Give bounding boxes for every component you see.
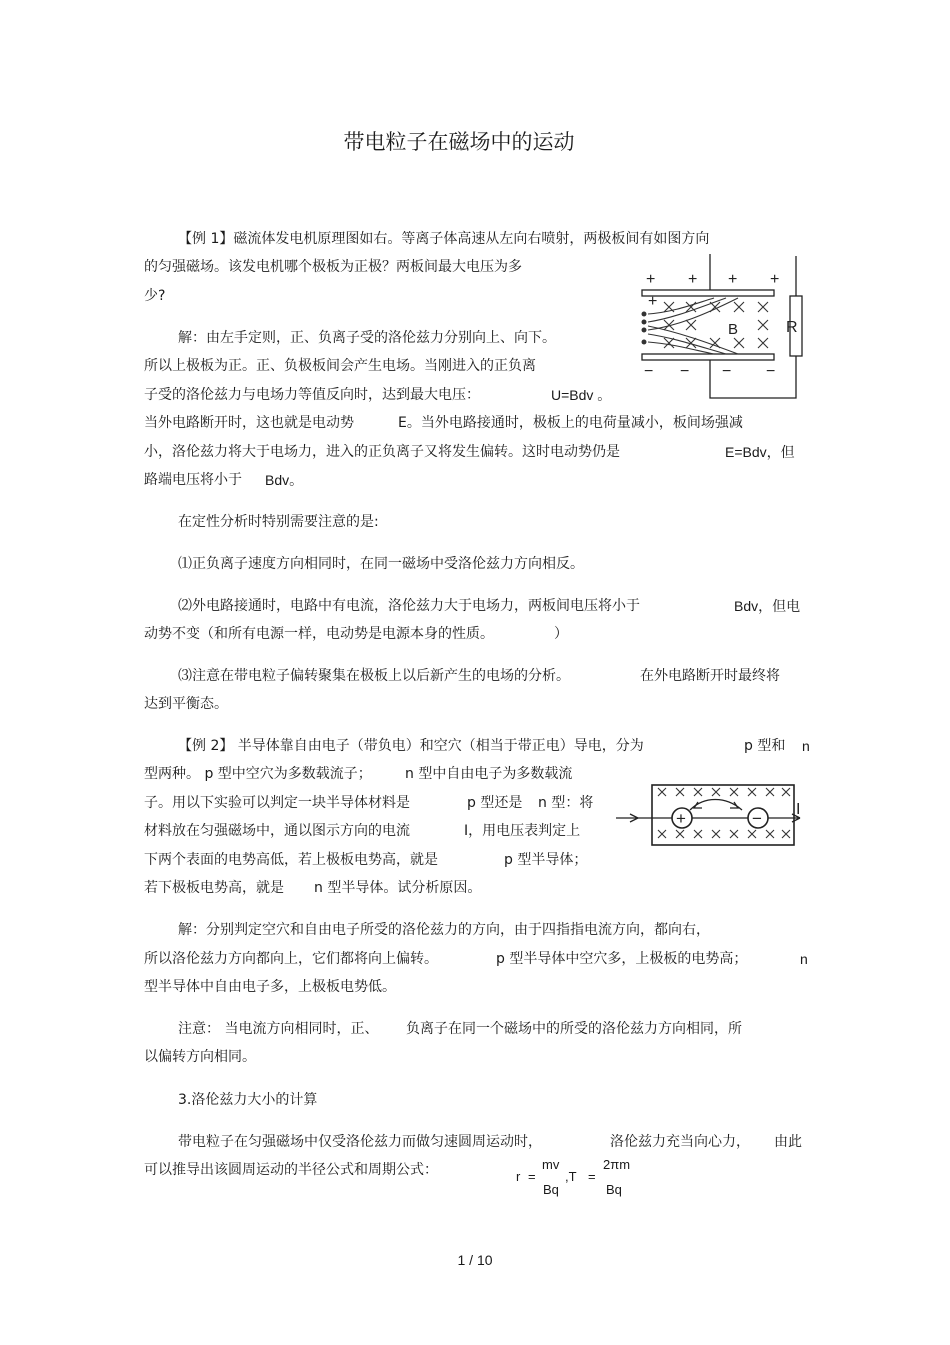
formula-denominator-bq: Bq	[606, 1182, 622, 1197]
ex2-question-line: n 型半导体。试分析原因。	[314, 880, 482, 896]
ex1-solution-line: 解：由左手定则，正、负离子受的洛伦兹力分别向上、向下。	[178, 330, 556, 346]
ex2-question-line: 下两个表面的电势高低，若上极板电势高，就是	[144, 852, 438, 868]
ex1-note-item: ⑶注意在带电粒子偏转聚集在极板上以后新产生的电场的分析。	[178, 668, 570, 684]
ex1-note-item: ）	[554, 626, 568, 642]
ex2-question-line: n 型中自由电子为多数载流	[405, 766, 573, 782]
ex1-question-line: 少?	[144, 288, 166, 304]
plus-sign: +	[646, 271, 656, 288]
ex1-solution-line: 小，洛伦兹力将大于电场力，进入的正负离子又将发生偏转。这时电动势仍是	[144, 444, 620, 460]
ex2-solution-line: 所以洛伦兹力方向都向上，它们都将向上偏转。	[144, 951, 438, 967]
formula-r: r	[516, 1169, 521, 1184]
ex1-note-item: ⑵外电路接通时，电路中有电流，洛伦兹力大于电场力，两板间电压将小于	[178, 598, 640, 614]
ex2-note-line: 注意： 当电流方向相同时，正、	[178, 1021, 379, 1037]
ex1-solution-line: E。当外电路接通时，极板上的电荷量减小，板间场强减	[398, 415, 743, 431]
ex2-question-line: 型两种。 p 型中空穴为多数载流子；	[144, 766, 372, 782]
formula-numerator-2pim: 2πm	[603, 1157, 631, 1172]
plus-sign: +	[648, 293, 658, 310]
page-number: 1 / 10	[457, 1252, 493, 1268]
plus-sign: +	[770, 271, 780, 288]
formula-equals: =	[588, 1169, 596, 1184]
ex2-question-line: p 型半导体；	[504, 852, 588, 868]
electron-sign: −	[752, 809, 762, 828]
ex1-solution-line: 子受的洛伦兹力与电场力等值反向时，达到最大电压：	[144, 387, 480, 403]
formula-denominator-bq: Bq	[543, 1182, 559, 1197]
ex2-question-line: 【例 2】 半导体靠自由电子（带负电）和空穴（相当于带正电）导电，分为	[178, 738, 644, 754]
lower-plate	[642, 354, 774, 360]
ex2-question-line: p 型和	[744, 738, 786, 754]
ex1-formula-u: U=Bdv 。	[551, 387, 612, 403]
page-title: 带电粒子在磁场中的运动	[343, 130, 575, 154]
sec3-line: 洛伦兹力充当向心力，	[610, 1134, 750, 1150]
formula-t: ,T	[565, 1169, 577, 1184]
sec3-line: 带电粒子在匀强磁场中仅受洛伦兹力而做匀速圆周运动时，	[178, 1134, 542, 1150]
minus-sign: −	[680, 363, 690, 380]
ex1-question-line: 的匀强磁场。该发电机哪个极板为正极？两板间最大电压为多	[144, 259, 522, 275]
particle-sources	[642, 312, 647, 345]
ex1-formula-e: E=Bdv，但	[725, 444, 795, 460]
sec3-line: 可以推导出该圆周运动的半径公式和周期公式：	[144, 1162, 438, 1178]
current-label-i: I	[796, 801, 801, 818]
minus-sign: −	[644, 363, 654, 380]
resistor-label-r: R	[786, 319, 798, 336]
plus-sign: +	[688, 271, 698, 288]
ex1-note-item: ⑴正负离子速度方向相同时，在同一磁场中受洛伦兹力方向相反。	[178, 556, 584, 572]
upper-plate	[642, 290, 774, 296]
plus-sign: +	[728, 271, 738, 288]
ex1-note-item: 达到平衡态。	[144, 696, 228, 712]
ex2-solution-line: n	[800, 951, 808, 967]
ex1-solution-line: 所以上极板为正。正、负极板间会产生电场。当刚进入的正负离	[144, 358, 536, 374]
ex1-note-item: 在外电路断开时最终将	[640, 668, 780, 684]
ex2-question-line: I，用电压表判定上	[464, 823, 581, 839]
ex2-question-line: 材料放在匀强磁场中，通以图示方向的电流	[144, 823, 410, 839]
ex2-question-line: p 型还是	[467, 795, 523, 811]
ex2-note-line: 以偏转方向相同。	[144, 1049, 256, 1065]
semiconductor-diagram	[614, 780, 804, 850]
field-label-b: B	[728, 321, 739, 338]
ex2-question-line: 子。用以下实验可以判定一块半导体材料是	[144, 795, 410, 811]
ex2-note-line: 负离子在同一个磁场中的所受的洛伦兹力方向相同，所	[406, 1021, 742, 1037]
ex2-solution-line: 解：分别判定空穴和自由电子所受的洛伦兹力的方向，由于四指指电流方向，都向右，	[178, 922, 710, 938]
formula-equals: =	[528, 1169, 536, 1184]
section-heading: 3.洛伦兹力大小的计算	[178, 1092, 318, 1108]
ex1-note-intro: 在定性分析时特别需要注意的是:	[178, 514, 379, 530]
mhd-generator-diagram	[614, 256, 820, 402]
minus-sign: −	[722, 363, 732, 380]
ex1-solution-line: 路端电压将小于	[144, 472, 242, 488]
ex1-note-item: 动势不变（和所有电源一样，电动势是电源本身的性质。	[144, 626, 494, 642]
ex1-solution-line: 当外电路断开时，这也就是电动势	[144, 415, 354, 431]
minus-sign: −	[766, 363, 776, 380]
ex1-formula-bdv: Bdv。	[265, 472, 304, 488]
formula-numerator-mv: mv	[542, 1157, 560, 1172]
hole-sign: +	[676, 809, 686, 828]
ex2-solution-line: 型半导体中自由电子多，上极板电势低。	[144, 979, 396, 995]
sec3-line: 由此	[774, 1134, 802, 1150]
ex2-solution-line: p 型半导体中空穴多，上极板的电势高；	[496, 951, 748, 967]
ex2-question-line: 若下极板电势高，就是	[144, 880, 284, 896]
ex2-question-line: n	[802, 738, 810, 754]
ex2-question-line: n 型：将	[538, 795, 594, 811]
ex1-note-item: Bdv，但电	[734, 598, 801, 614]
ex1-question-line: 【例 1】磁流体发电机原理图如右。等离子体高速从左向右喷射，两极板间有如图方向	[178, 231, 710, 247]
